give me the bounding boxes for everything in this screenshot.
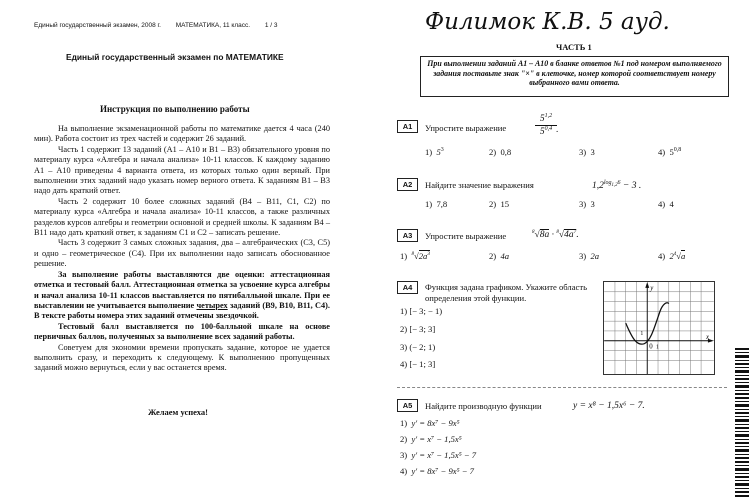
paragraph: Часть 2 содержит 10 более сложных заданий (В4 – В11, С1, С2) по материалу курса «Алгебра и начала анализа» 10-11 классов, а также различных разделов курсов алгебры и геометрии основной и средней школы. К заданиям В4 – В11 надо дать краткий ответ, к заданиям С1 и С2 – записать решение. [34, 196, 330, 238]
origin-label: 0 [649, 343, 653, 351]
question-expression: $^8√8a \cdot ^8√4a^7$. [532, 229, 579, 241]
page-header [34, 22, 291, 29]
answer-option-4: 4) $2^4√a$ [658, 251, 686, 261]
grading-paragraph: За выполнение работы выставляются две оценки: аттестационная отметка и тестовый балл. Аттестационная отметка за усвоение курса алгебры и начал анализа 10-11 классов выставляется по пятибалльной шкале. При ее выставлении не учитывается выполнение четырех заданий (В9, В10, В11, С4). В тексте работы номера этих заданий отмечены звездочкой. [34, 269, 330, 321]
answer-option-4: 4) 5$^{0,8}$ [658, 147, 682, 157]
advice-paragraph: Советуем для экономии времени пропускать задание, которое не удается выполнить сразу, и переходить к следующему. К выполнению пропущенных заданий можно вернуться, если у вас останется время. [34, 342, 330, 373]
question-text: Упростите выражение [425, 231, 507, 241]
answer-option-4: 4) [− 1; 3] [400, 359, 436, 369]
unit-y-label: 1 [640, 330, 644, 337]
instructions-title: Инструкция по выполнению работы [100, 104, 250, 114]
question-text: Найдите значение выражения [425, 180, 534, 190]
question-expression: 5$^{1,2}$ 5$^{0,4}$ [535, 113, 557, 137]
answer-option-1: 1) y′ = 8x⁷ − 9x⁵ [400, 418, 460, 428]
unit-x-label: 1 [656, 344, 660, 351]
question-text: Упростите выражение [425, 123, 507, 133]
answer-option-2: 2) 0,8 [489, 147, 512, 157]
question-expression: y = x⁸ − 1,5x⁶ − 7. [573, 401, 645, 411]
answer-option-2: 2) [− 3; 3] [400, 324, 436, 334]
answer-option-2: 2) 15 [489, 199, 510, 209]
paragraph: На выполнение экзаменационной работы по математике дается 4 часа (240 мин). Работа состоит из трех частей и содержит 26 заданий. [34, 124, 330, 144]
question-text: Найдите производную функции [425, 401, 542, 411]
answer-option-1: 1) $^8√2a^3$ [400, 251, 431, 261]
answer-option-1: 1) $5^3$ [425, 147, 444, 157]
handwritten-signature [425, 2, 670, 38]
header-exam: Единый государственный экзамен, 2008 г. [34, 22, 161, 29]
divider [397, 387, 727, 388]
x-label: x [705, 333, 710, 341]
answer-option-1: 1) [− 3; − 1) [400, 306, 443, 316]
function-graph [603, 281, 715, 375]
answer-option-3: 3) 2a [579, 251, 600, 261]
answer-option-3: 3) 3 [579, 147, 595, 157]
question-number-badge: A2 [397, 178, 418, 191]
question-number-badge: A5 [397, 399, 418, 412]
paragraph: Часть 1 содержит 13 заданий (А1 – А10 и В1 – В3) обязательного уровня по материалу курса «Алгебра и начала анализа» 10-11 классов. К каждому заданию А1 – А10 приведены 4 варианта ответа, из которых только один верный. При выполнении этих заданий надо указать номер верного ответа. К заданиям В1 – В3 надо дать краткий ответ. [34, 144, 330, 196]
question-number-badge: A1 [397, 120, 418, 133]
answer-instructions-note: При выполнении заданий А1 – А10 в бланке ответов №1 под номером выполняемого задания поставьте знак "×" в клеточке, номер которой соответствует номеру выбранного вами ответа. [420, 56, 729, 97]
question-number-badge: A4 [397, 281, 418, 294]
svg-text:Филимок К.В. 5 ауд.: Филимок К.В. 5 ауд. [425, 9, 670, 35]
y-label: y [650, 284, 654, 292]
answer-option-1: 1) 7,8 [425, 199, 448, 209]
good-luck-text: Желаем успеха! [148, 407, 208, 417]
answer-option-4: 4) 4 [658, 199, 674, 209]
part-title: ЧАСТЬ 1 [556, 42, 592, 52]
question-text: Функция задана графиком. Укажите область определения этой функции. [425, 282, 588, 303]
score-paragraph: Тестовый балл выставляется по 100-балльной шкале на основе первичных баллов, полученных за выполнение всех заданий работы. [34, 321, 330, 342]
paragraph: Часть 3 содержит 3 самых сложных задания, два – алгебраических (С3, С5) и одно – геометрическое (С4). При их выполнении надо записать обоснованное решение. [34, 238, 330, 269]
document-title: Единый государственный экзамен по МАТЕМАТИКЕ [66, 52, 284, 62]
barcode [735, 348, 749, 498]
question-number-badge: A3 [397, 229, 418, 242]
answer-option-3: 3) (− 2; 1) [400, 342, 436, 352]
header-subject: МАТЕМАТИКА, 11 класс. [175, 22, 251, 29]
answer-option-4: 4) y′ = 8x⁷ − 9x⁵ − 7 [400, 466, 474, 476]
instructions-body [34, 124, 330, 374]
answer-option-2: 2) 4a [489, 251, 510, 261]
answer-option-3: 3) y′ = x⁷ − 1,5x⁵ − 7 [400, 450, 477, 460]
question-expression: $1,2^{log_{1,2}6} - 3$ . [592, 180, 642, 192]
header-page: 1 / 3 [264, 22, 278, 29]
answer-option-3: 3) 3 [579, 199, 595, 209]
answer-option-2: 2) y′ = x⁷ − 1,5x⁵ [400, 434, 462, 444]
